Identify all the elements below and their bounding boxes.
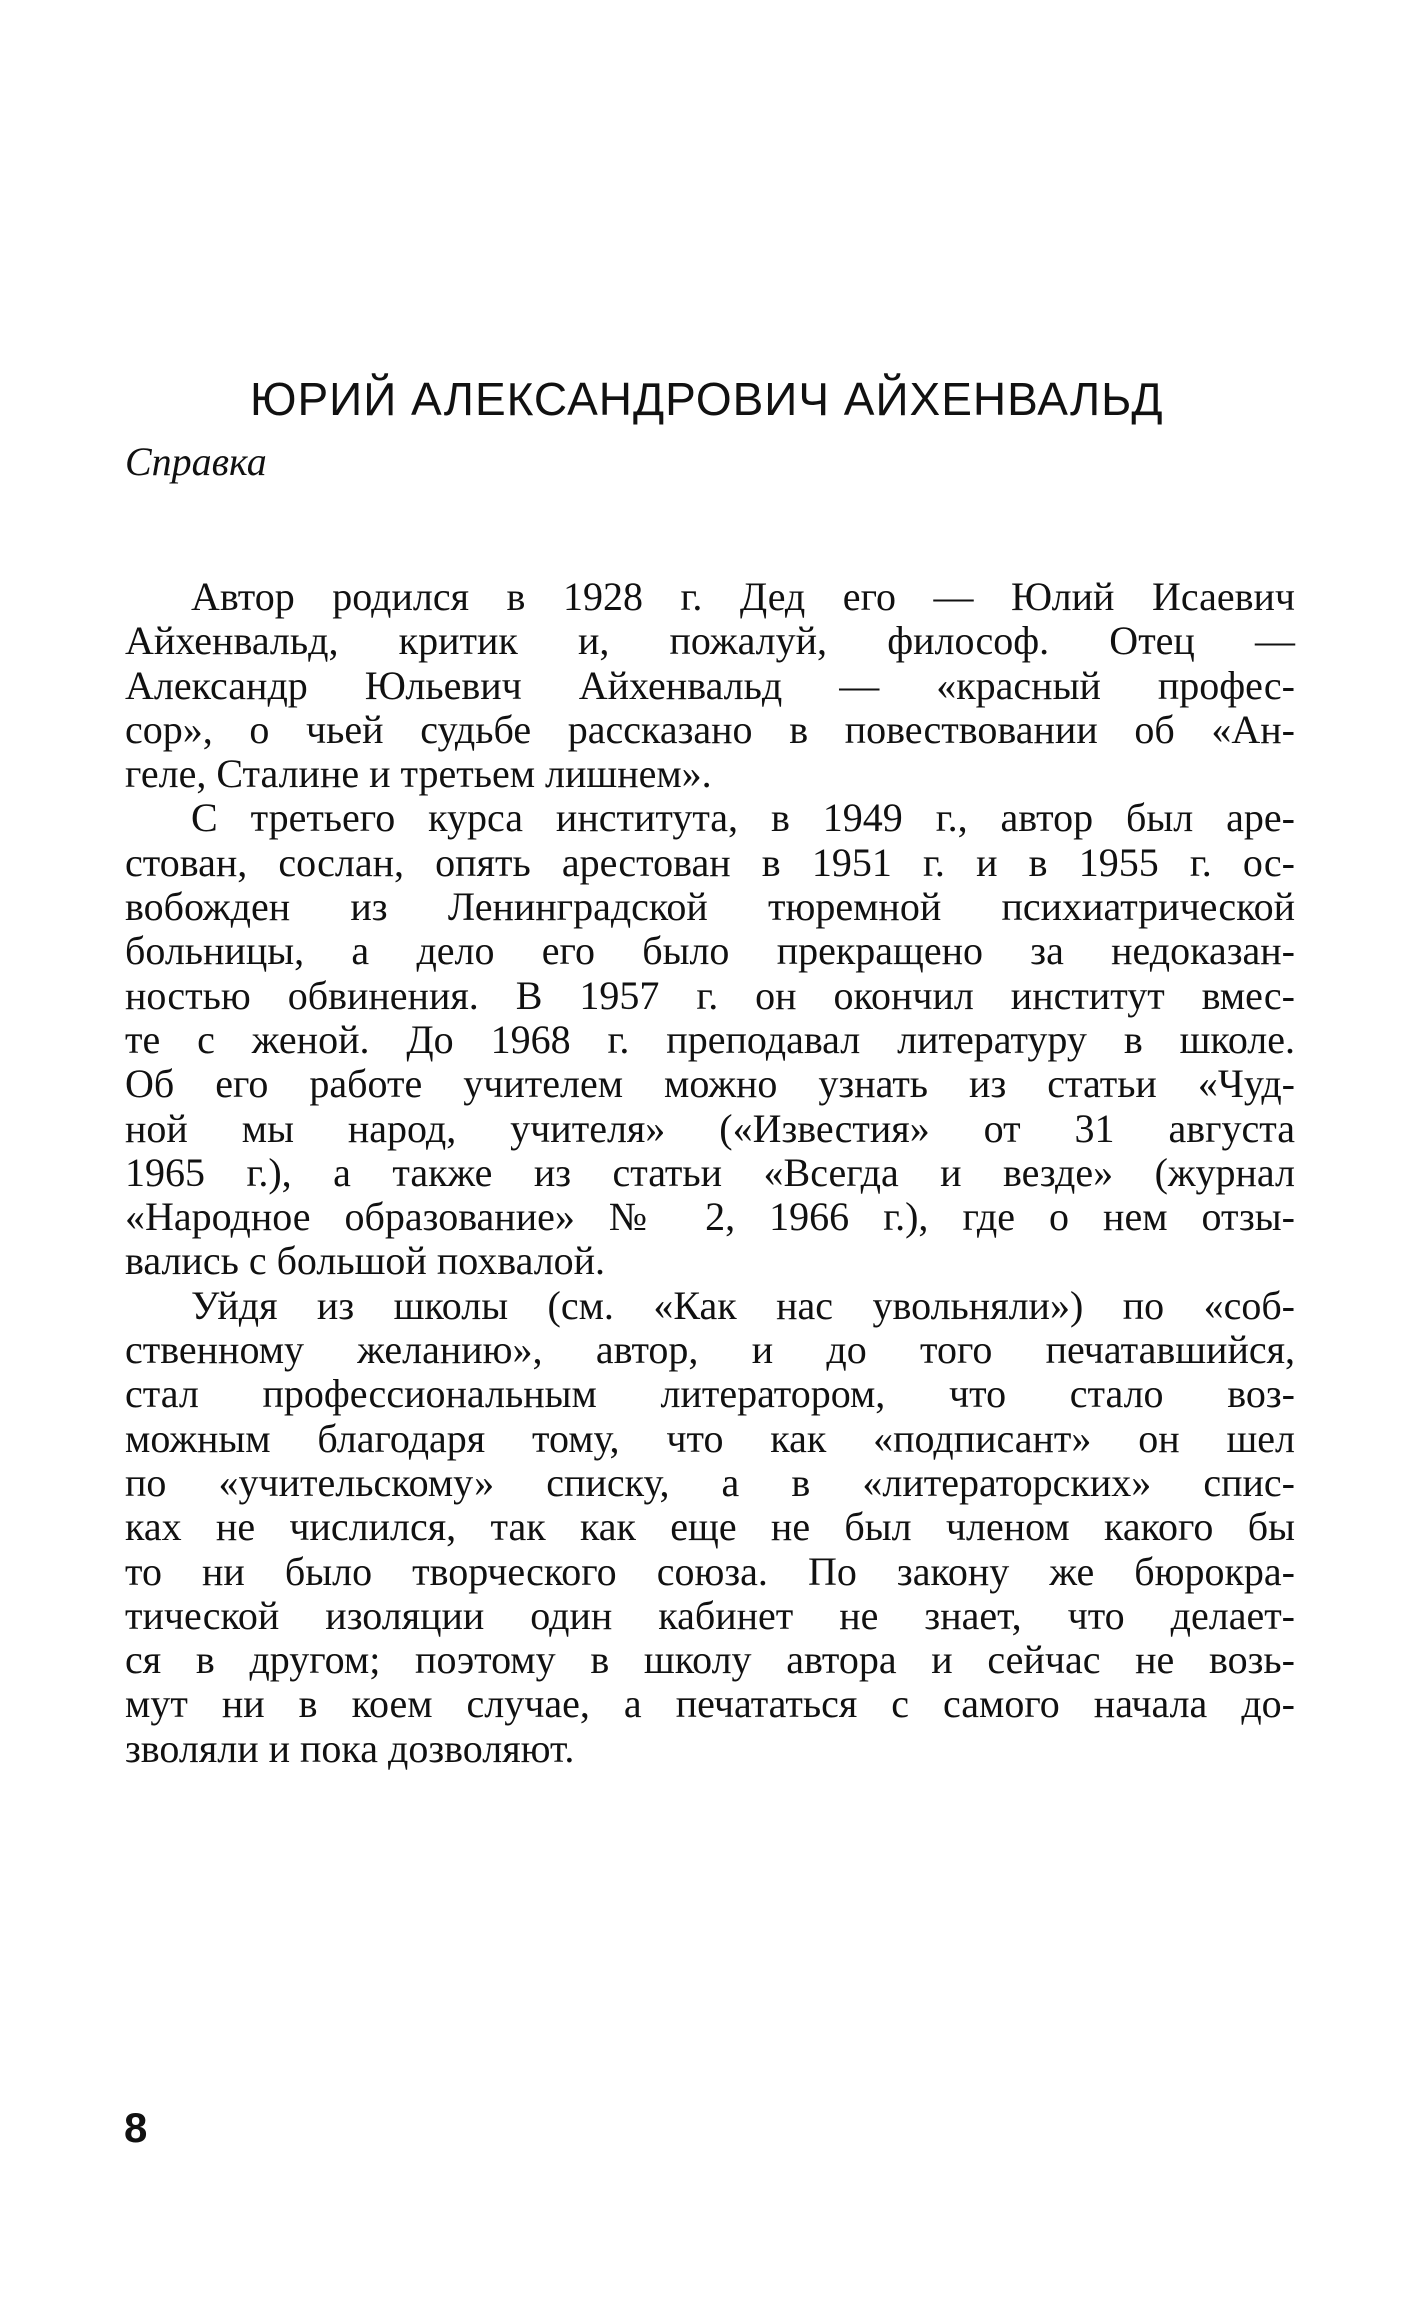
text-line: ной мы народ, учителя» («Известия» от 31 августа xyxy=(125,1105,1295,1151)
page-number: 8 xyxy=(124,2104,148,2151)
text-line: вобожден из Ленинградской тюремной психиатрической xyxy=(125,884,1295,930)
text-line: Айхенвальд, критик и, пожалуй, философ. Отец — xyxy=(125,618,1295,664)
text-line: ностью обвинения. В 1957 г. он окончил институт вмес- xyxy=(125,972,1295,1018)
text-line: стован, сослан, опять арестован в 1951 г. и в 1955 г. ос- xyxy=(125,839,1295,885)
text-line: С третьего курса института, в 1949 г., автор был аре- xyxy=(191,795,1295,841)
text-line: ках не числился, так как еще не был членом какого бы xyxy=(125,1504,1295,1550)
text-line: по «учительскому» списку, а в «литераторских» спис- xyxy=(125,1459,1295,1505)
text-line: Уйдя из школы (см. «Как нас увольняли») по «соб- xyxy=(191,1282,1295,1328)
text-line: вались с большой похвалой. xyxy=(125,1238,606,1284)
text-line: те с женой. До 1968 г. преподавал литературу в школе. xyxy=(125,1016,1295,1062)
text-line: 1965 г.), а также из статьи «Всегда и везде» (журнал xyxy=(125,1149,1295,1195)
text-line: Автор родился в 1928 г. Дед его — Юлий Исаевич xyxy=(191,574,1295,619)
text-line: тической изоляции один кабинет не знает, что делает- xyxy=(125,1592,1295,1638)
page-title: ЮРИЙ АЛЕКСАНДРОВИЧ АЙХЕНВАЛЬД xyxy=(250,373,1164,425)
text-line: «Народное образование» № 2, 1966 г.), где о нем отзы- xyxy=(125,1194,1295,1240)
page-subtitle: Справка xyxy=(125,439,267,484)
text-line: больницы, а дело его было прекращено за недоказан- xyxy=(125,928,1295,974)
text-line: мут ни в коем случае, а печататься с самого начала до- xyxy=(125,1681,1295,1727)
text-line: то ни было творческого союза. По закону же бюрокра- xyxy=(125,1548,1295,1594)
text-line: геле, Сталине и третьем лишнем». xyxy=(125,751,712,797)
text-line: ся в другом; поэтому в школу автора и сейчас не возь- xyxy=(125,1637,1295,1683)
text-line: стал профессиональным литератором, что стало воз- xyxy=(125,1371,1295,1417)
text-line: сор», о чьей судьбе рассказано в повествовании об «Ан- xyxy=(125,706,1295,752)
body-text xyxy=(125,575,1295,1771)
text-line: Об его работе учителем можно узнать из статьи «Чуд- xyxy=(125,1061,1295,1107)
text-line: Александр Юльевич Айхенвальд — «красный профес- xyxy=(125,662,1295,708)
text-line: ственному желанию», автор, и до того печатавшийся, xyxy=(125,1327,1295,1373)
text-line: зволяли и пока дозволяют. xyxy=(125,1725,575,1771)
text-line: можным благодаря тому, что как «подписант» он шел xyxy=(125,1415,1295,1461)
